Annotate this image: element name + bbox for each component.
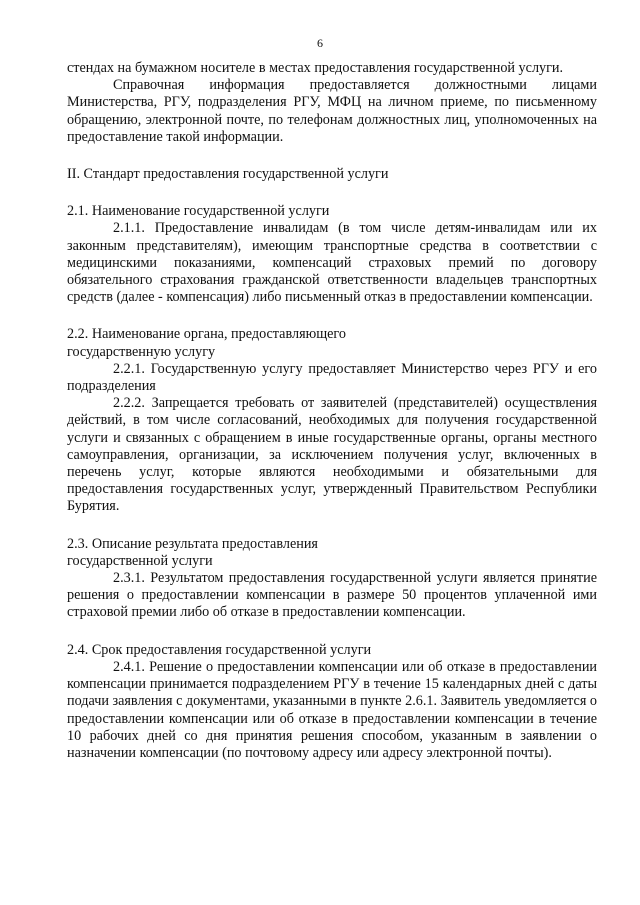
subsection-heading-2-1: 2.1. Наименование государственной услуги bbox=[67, 203, 330, 220]
subsection-heading-2-3-line1: 2.3. Описание результата предоставления bbox=[67, 535, 318, 552]
paragraph-continuation: стендах на бумажном носителе в местах предоставления государственной услуги. bbox=[67, 60, 564, 76]
subsection-heading-2-4: 2.4. Срок предоставления государственной услуги bbox=[67, 641, 372, 658]
paragraph-2-3-1: 2.3.1. Результатом предоставления государственной услуги является принятие решения о предоставлении компенсации в размере 50 процентов уплаченной ими страховой премии либо об отказе в предоставлении компенсации. bbox=[67, 570, 597, 621]
paragraph-2-4-1: 2.4.1. Решение о предоставлении компенсации или об отказе в предоставлении компенсации принимается подразделением РГУ в течение 15 календарных дней с даты подачи заявления с документами, указанными в пункте 2.6.1. Заявитель уведомляется о предоставлении компенсации или об отказе в предоставлении компенсации в течение 10 рабочих дней со дня принятия решения способом, указанным в заявлении о назначении компенсации (по почтовому адресу или адресу электронной почты). bbox=[67, 658, 597, 761]
page-number: 6 bbox=[317, 36, 323, 50]
section-heading-2: II. Стандарт предоставления государственной услуги bbox=[67, 166, 389, 183]
paragraph-2-1-1: 2.1.1. Предоставление инвалидам (в том числе детям-инвалидам или их законным представителям), имеющим транспортные средства в соответствии с медицинскими показаниями, компенсаций страховых премий по договору обязательного страхования гражданской ответственности владельцев транспортных средств (далее - компенсация) либо письменный отказ в предоставлении компенсации. bbox=[67, 220, 597, 306]
subsection-heading-2-3-line2: государственной услуги bbox=[67, 552, 213, 569]
paragraph-reference-info: Справочная информация предоставляется должностными лицами Министерства, РГУ, подразделения РГУ, МФЦ на личном приеме, по письменному обращению, электронной почте, по телефонам должностных лиц, уполномоченных на предоставление такой информации. bbox=[67, 77, 597, 145]
paragraph-2-2-1: 2.2.1. Государственную услугу предоставляет Министерство через РГУ и его подразделения bbox=[67, 360, 597, 395]
paragraph-2-2-2: 2.2.2. Запрещается требовать от заявителей (представителей) осуществления действий, в том числе согласований, необходимых для получения государственной услуги и связанных с обращением в иные государственные органы, органы местного самоуправления, организации, за исключением получения услуг, включенных в перечень услуг, которые являются необходимыми и обязательными для предоставления государственных услуг, утвержденный Правительством Республики Бурятия. bbox=[67, 395, 597, 515]
subsection-heading-2-2-line2: государственную услугу bbox=[67, 343, 216, 360]
document-body bbox=[67, 60, 597, 762]
subsection-heading-2-2-line1: 2.2. Наименование органа, предоставляющего bbox=[67, 326, 346, 343]
